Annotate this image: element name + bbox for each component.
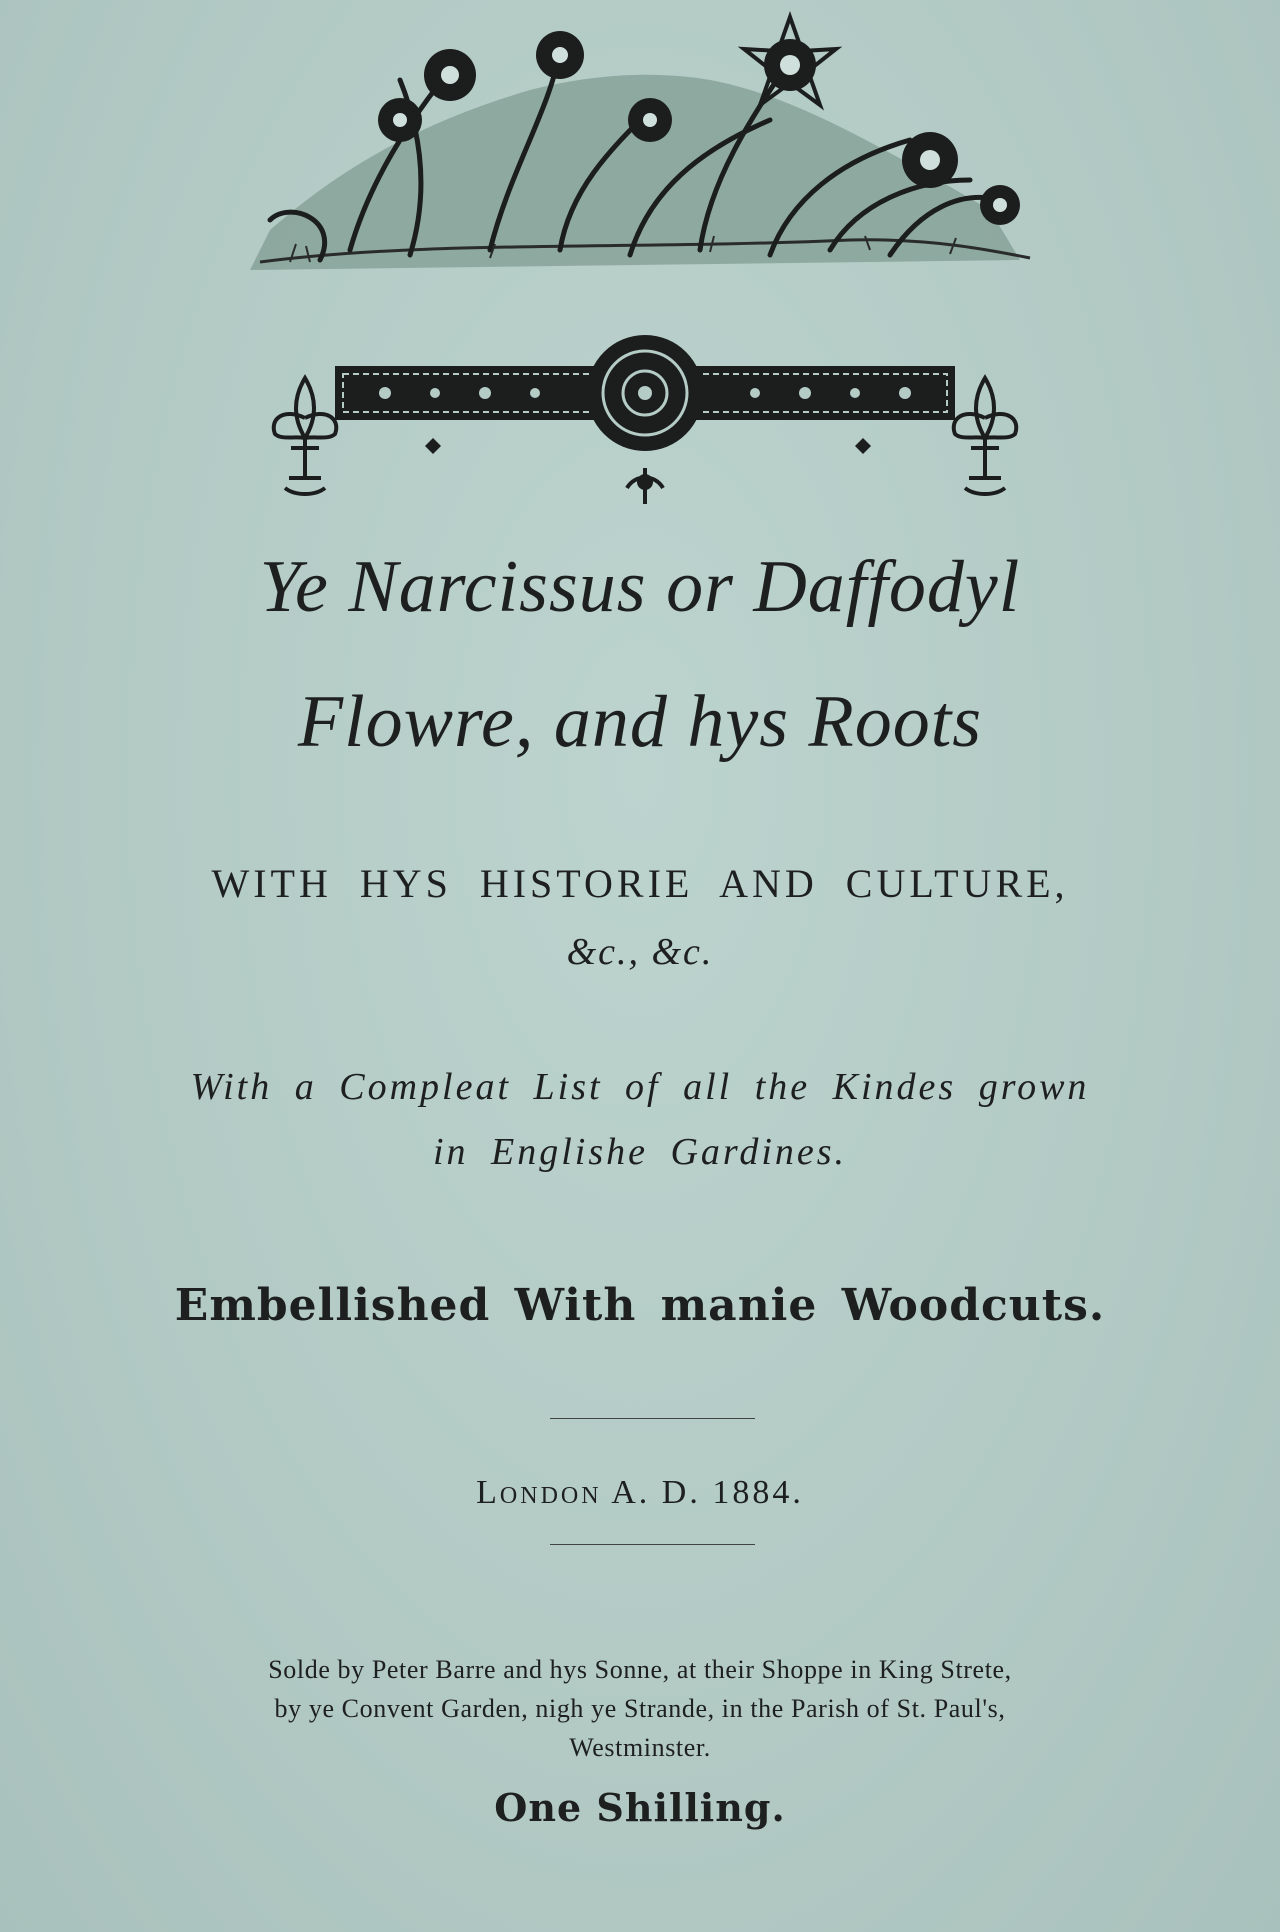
seller-line-3: Westminster. [569, 1733, 711, 1762]
price: One Shilling. [494, 1785, 786, 1830]
subtitle: WITH HYS HISTORIE AND CULTURE, [211, 861, 1069, 906]
imprint: London A. D. 1884. [476, 1474, 804, 1511]
imprint-bottom-rule [550, 1544, 755, 1545]
ornamental-banner [255, 318, 1035, 518]
etc-line: &c., &c. [566, 931, 714, 973]
seller-line-1: Solde by Peter Barre and hys Sonne, at their Shoppe in King Strete, [268, 1655, 1012, 1684]
list-description-line-1: With a Compleat List of all the Kindes grown [190, 1066, 1090, 1108]
title-line-1: Ye Narcissus or Daffodyl [259, 546, 1021, 628]
embellished-line: Embellished With manie Woodcuts. [174, 1280, 1106, 1331]
title-line-2: Flowre, and hys Roots [297, 681, 983, 763]
seller-statement [0, 1650, 1280, 1767]
imprint-top-rule [550, 1418, 755, 1419]
daffodil-woodcut-illustration [230, 0, 1050, 300]
seller-line-2: by ye Convent Garden, nigh ye Strande, in the Parish of St. Paul's, [274, 1694, 1006, 1723]
list-description-line-2: in Englishe Gardines. [432, 1131, 848, 1173]
